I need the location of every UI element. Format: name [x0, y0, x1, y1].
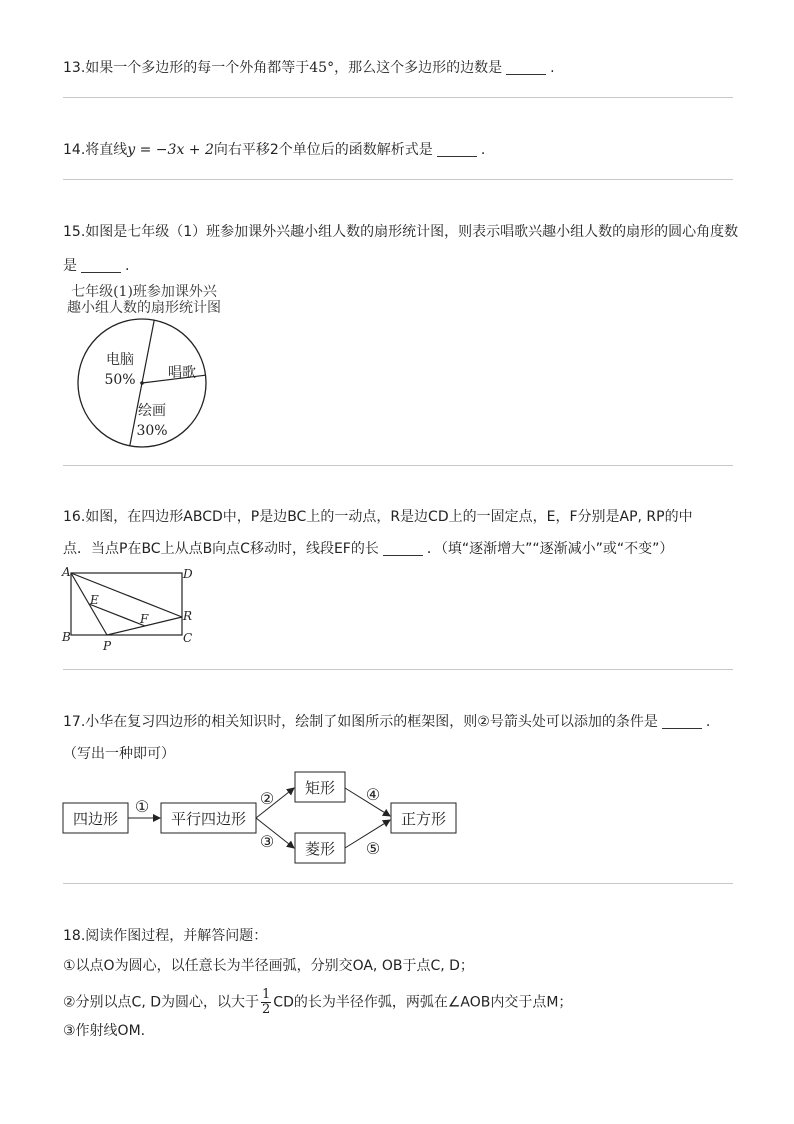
chart-title-line-1: 七年级(1)班参加课外兴: [71, 284, 217, 300]
pie-center-dot: [140, 381, 144, 385]
quadrilateral-figure: [60, 563, 200, 658]
segment-ef: [89, 604, 145, 626]
arrow-4-label: ④: [365, 785, 381, 804]
q14-text: 14.将直线: [63, 142, 128, 158]
pie-slice-singing-boundary: [142, 320, 154, 383]
q16-text: 点．当点P在BC上从点B向点C移动时，线段EF的长: [63, 541, 379, 557]
box-square-label: 正方形: [400, 810, 447, 828]
question-18-step-2: [63, 988, 743, 1017]
q16-text-2: ．（填“逐渐增大”“逐渐减小”或“不变”）: [426, 541, 674, 557]
q17-period: .: [705, 714, 711, 730]
slice-label-painting: 绘画: [138, 403, 166, 419]
divider: [63, 669, 733, 670]
question-15-line-1: 15.如图是七年级（1）班参加课外兴趣小组人数的扇形统计图，则表示唱歌兴趣小组人数的扇形的圆心角度数: [63, 224, 739, 240]
box-rhombus-label: 菱形: [304, 840, 336, 858]
arrow-5-label: ⑤: [365, 839, 381, 858]
label-d: D: [183, 567, 193, 581]
label-f: F: [140, 612, 149, 626]
quadrilateral-abcd: [71, 573, 182, 635]
question-14: [63, 140, 743, 160]
q13-text: 13.如果一个多边形的每一个外角都等于: [63, 60, 310, 76]
question-18-step-1: ①以点O为圆心，以任意长为半径画弧，分别交OA, OB于点C, D；: [63, 958, 474, 974]
q14-text-2: 向右平移2个单位后的函数解析式是: [213, 142, 433, 158]
question-18-line-1: 18.阅读作图过程，并解答问题：: [63, 928, 268, 944]
segment-ar: [71, 573, 182, 617]
q14-period: .: [480, 142, 486, 158]
slice-label-computer: 电脑: [106, 352, 134, 368]
label-a: A: [62, 565, 71, 579]
box-rectangle-label: 矩形: [304, 779, 336, 797]
label-e: E: [90, 593, 99, 607]
arrow-2-label: ②: [259, 789, 275, 808]
chart-title-line-2: 趣小组人数的扇形统计图: [67, 300, 221, 316]
q18-step2-text: ②分别以点C, D为圆心，以大于: [63, 994, 260, 1011]
q15-answer-blank[interactable]: [81, 258, 121, 273]
q13-angle: 45°: [309, 60, 335, 76]
q15-period: .: [125, 258, 130, 274]
slice-value-computer: 50%: [104, 372, 136, 388]
q17-text: 17.小华在复习四边形的相关知识时，绘制了如图所示的框架图，则②号箭头处可以添加的条件是: [63, 714, 658, 730]
fraction-numerator: 1: [262, 987, 271, 1002]
divider: [63, 179, 733, 180]
q13-answer-blank[interactable]: [506, 60, 546, 75]
pie-chart: [58, 280, 238, 450]
question-16-line-1: 16.如图，在四边形ABCD中，P是边BC上的一动点，R是边CD上的一固定点，E，F分别是AP, RP的中: [63, 509, 693, 525]
divider: [63, 465, 733, 466]
q14-answer-blank[interactable]: [437, 142, 477, 157]
quadrilateral-flowchart: [60, 768, 460, 868]
label-p: P: [103, 639, 112, 653]
divider: [63, 883, 733, 884]
label-r: R: [183, 609, 193, 623]
divider: [63, 97, 733, 98]
fraction-denominator: 2: [262, 1002, 271, 1017]
label-c: C: [183, 631, 193, 645]
question-17-line-1: [63, 712, 743, 732]
box-quadrilateral-label: 四边形: [72, 810, 119, 828]
q13-period: .: [550, 60, 555, 76]
fraction-one-half: [261, 988, 271, 1017]
label-b: B: [62, 630, 71, 644]
question-15-line-2: [63, 256, 743, 276]
question-18-step-3: ③作射线OM.: [63, 1023, 146, 1039]
question-16-line-2: [63, 539, 743, 559]
q16-answer-blank[interactable]: [383, 541, 423, 556]
q17-answer-blank[interactable]: [662, 714, 702, 729]
arrow-3-label: ③: [259, 832, 275, 851]
q18-step2-text-2: CD的长为半径作弧，两弧在∠AOB内交于点M；: [273, 994, 573, 1011]
q14-expression: y = −3x + 2: [127, 142, 214, 158]
q13-text-2: ，那么这个多边形的边数是: [334, 60, 503, 76]
slice-label-singing: 唱歌: [168, 365, 196, 381]
q15-text: 是: [63, 258, 77, 274]
box-parallelogram-label: 平行四边形: [170, 810, 247, 828]
arrow-1-label: ①: [134, 797, 150, 816]
question-13: [63, 58, 743, 78]
slice-value-painting: 30%: [136, 423, 168, 439]
question-17-line-2: （写出一种即可）: [63, 746, 175, 762]
